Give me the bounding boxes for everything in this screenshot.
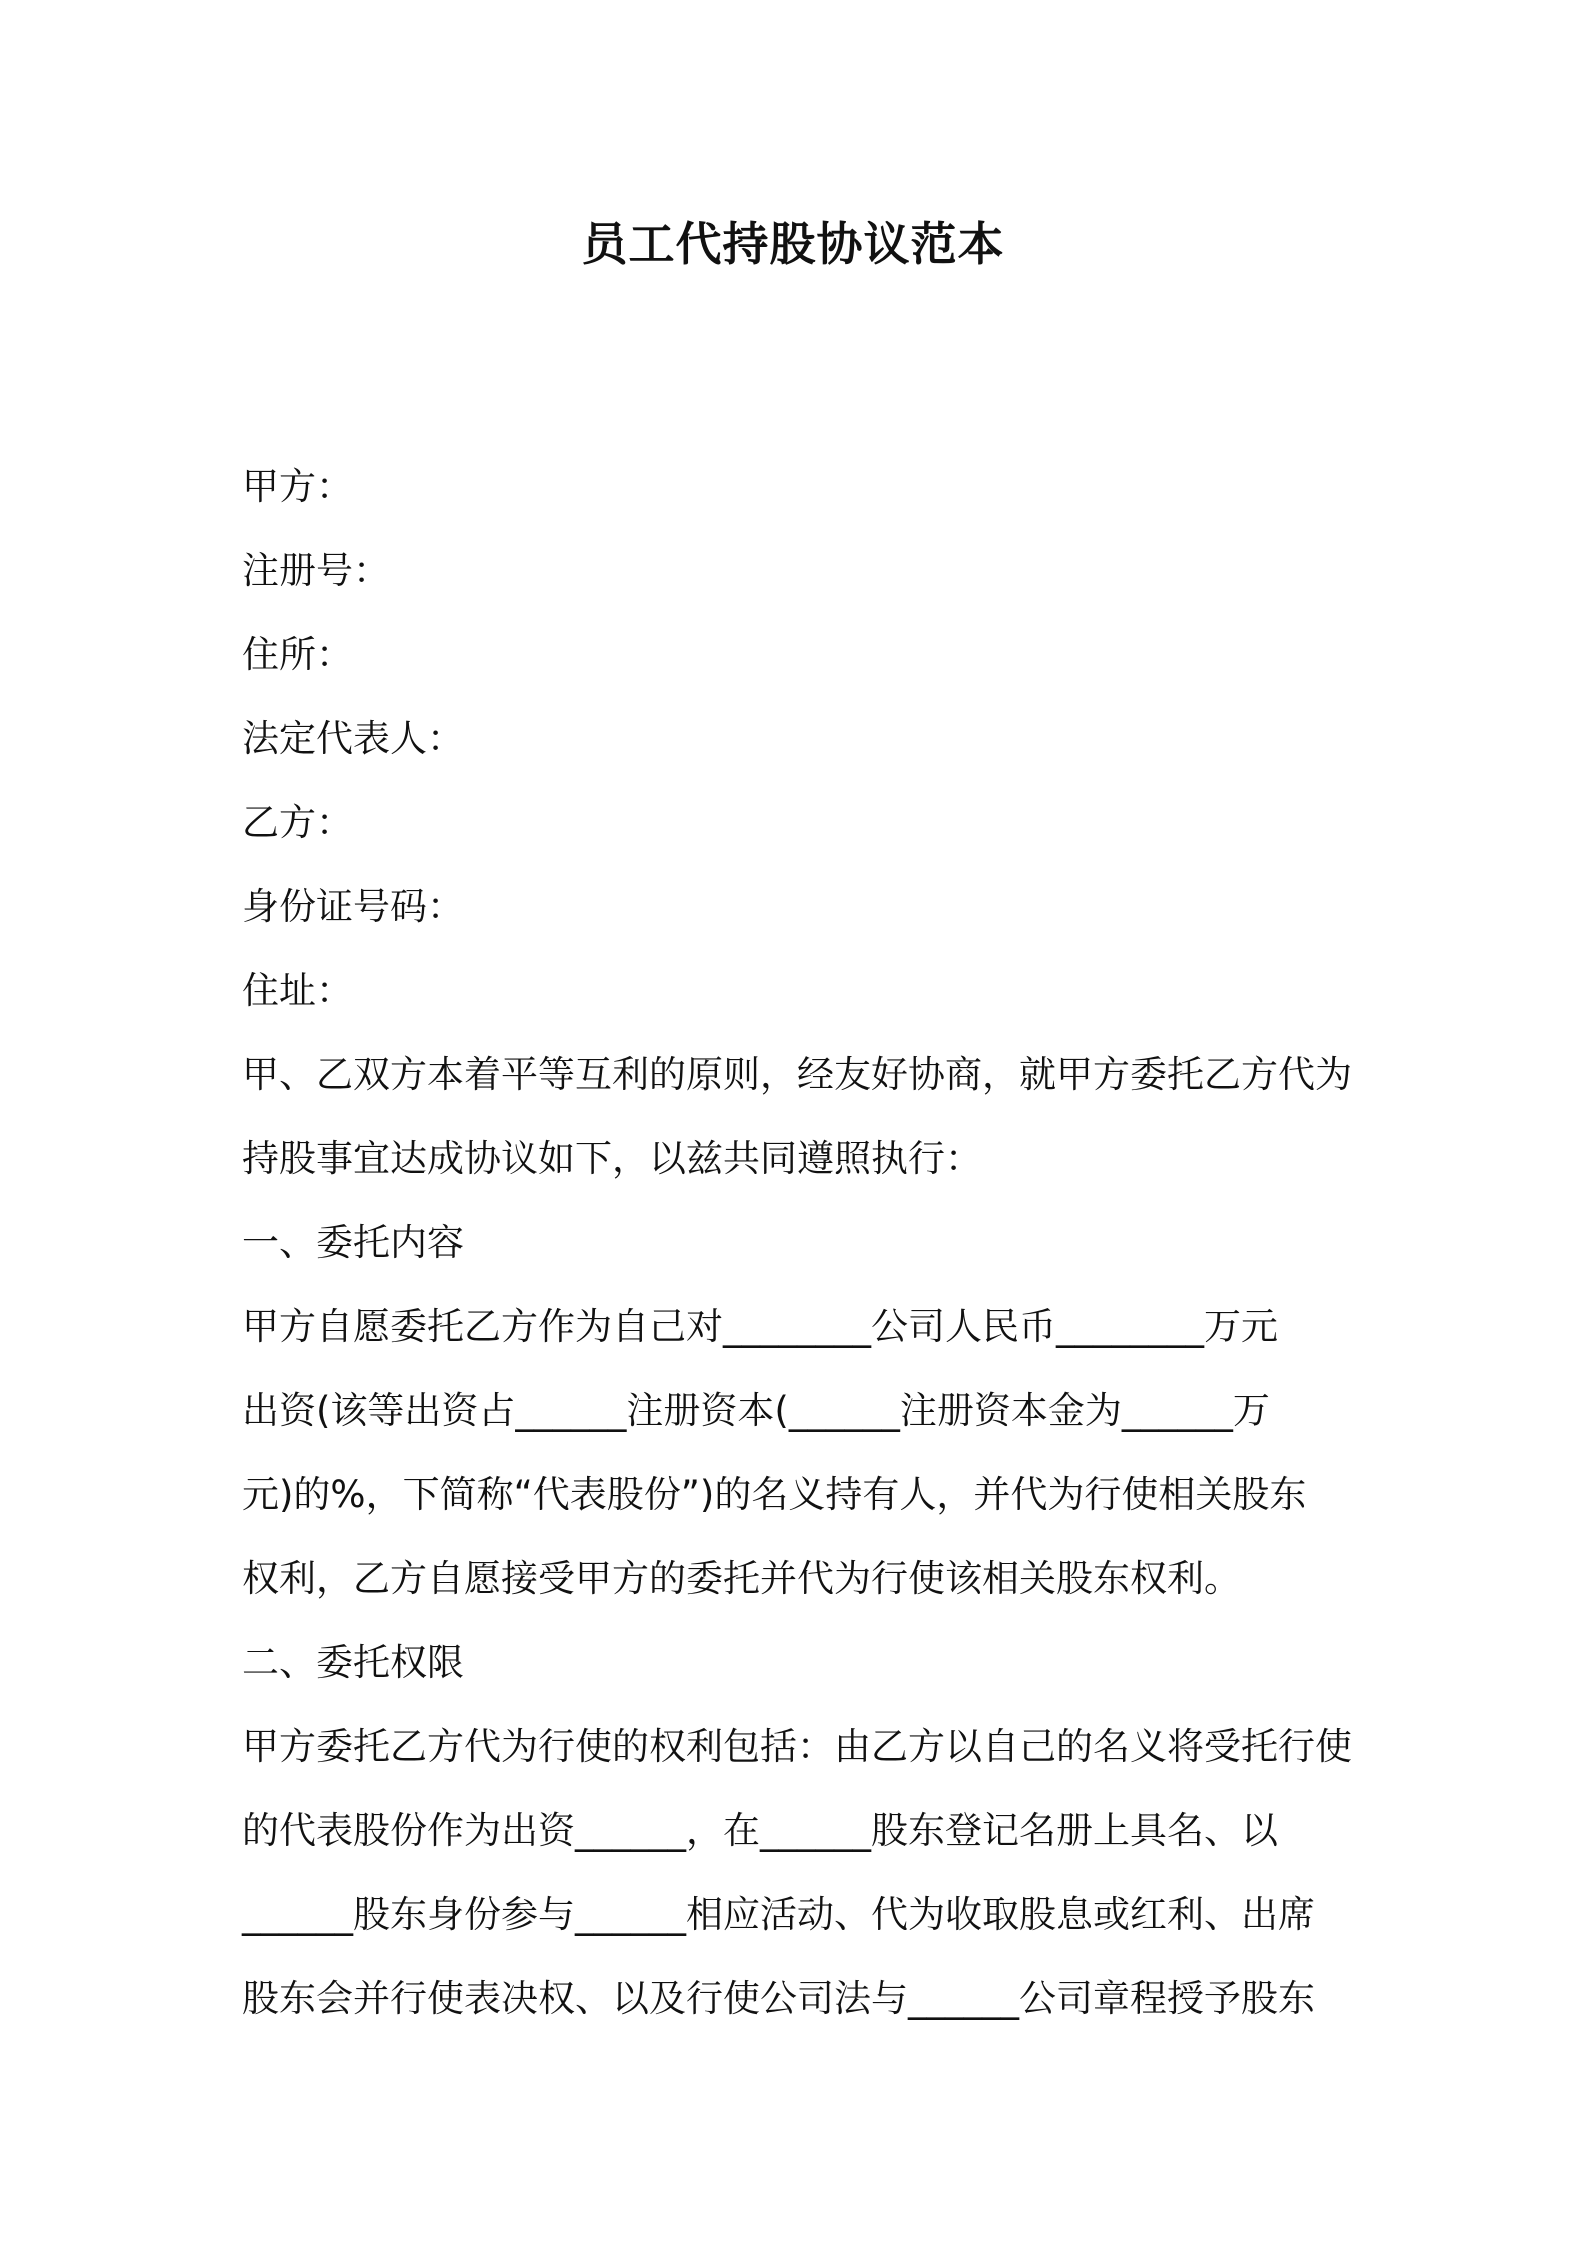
document-title: 员工代持股协议范本 <box>581 217 1005 271</box>
legal-representative-label: 法定代表人： <box>242 717 464 760</box>
preamble-line: 持股事宜达成协议如下，以兹共同遵照执行： <box>242 1137 982 1180</box>
party-a-label: 甲方： <box>242 465 353 508</box>
section-1-line: 甲方自愿委托乙方作为自己对________公司人民币________万元 <box>242 1305 1278 1348</box>
preamble-line: 甲、乙双方本着平等互利的原则，经友好协商，就甲方委托乙方代为 <box>242 1053 1352 1096</box>
registration-number-label: 注册号： <box>242 549 390 592</box>
section-heading-1: 一、委托内容 <box>242 1221 464 1264</box>
section-2-line: 股东会并行使表决权、以及行使公司法与______公司章程授予股东 <box>242 1977 1315 2020</box>
section-2-line: ______股东身份参与______相应活动、代为收取股息或红利、出席 <box>242 1893 1315 1936</box>
party-b-label: 乙方： <box>242 801 353 844</box>
section-1-line: 出资(该等出资占______注册资本(______注册资本金为______万 <box>242 1389 1270 1432</box>
section-1-line: 权利，乙方自愿接受甲方的委托并代为行使该相关股东权利。 <box>242 1557 1241 1600</box>
id-number-label: 身份证号码： <box>242 885 464 928</box>
party-a-address-label: 住所： <box>242 633 353 676</box>
section-2-line: 甲方委托乙方代为行使的权利包括：由乙方以自己的名义将受托行使 <box>242 1725 1352 1768</box>
section-2-line: 的代表股份作为出资______，在______股东登记名册上具名、以 <box>242 1809 1278 1852</box>
document-body <box>242 445 1362 2041</box>
party-b-address-label: 住址： <box>242 969 353 1012</box>
section-1-line: 元)的%，下简称“代表股份”)的名义持有人，并代为行使相关股东 <box>242 1473 1307 1516</box>
section-heading-2: 二、委托权限 <box>242 1641 464 1684</box>
